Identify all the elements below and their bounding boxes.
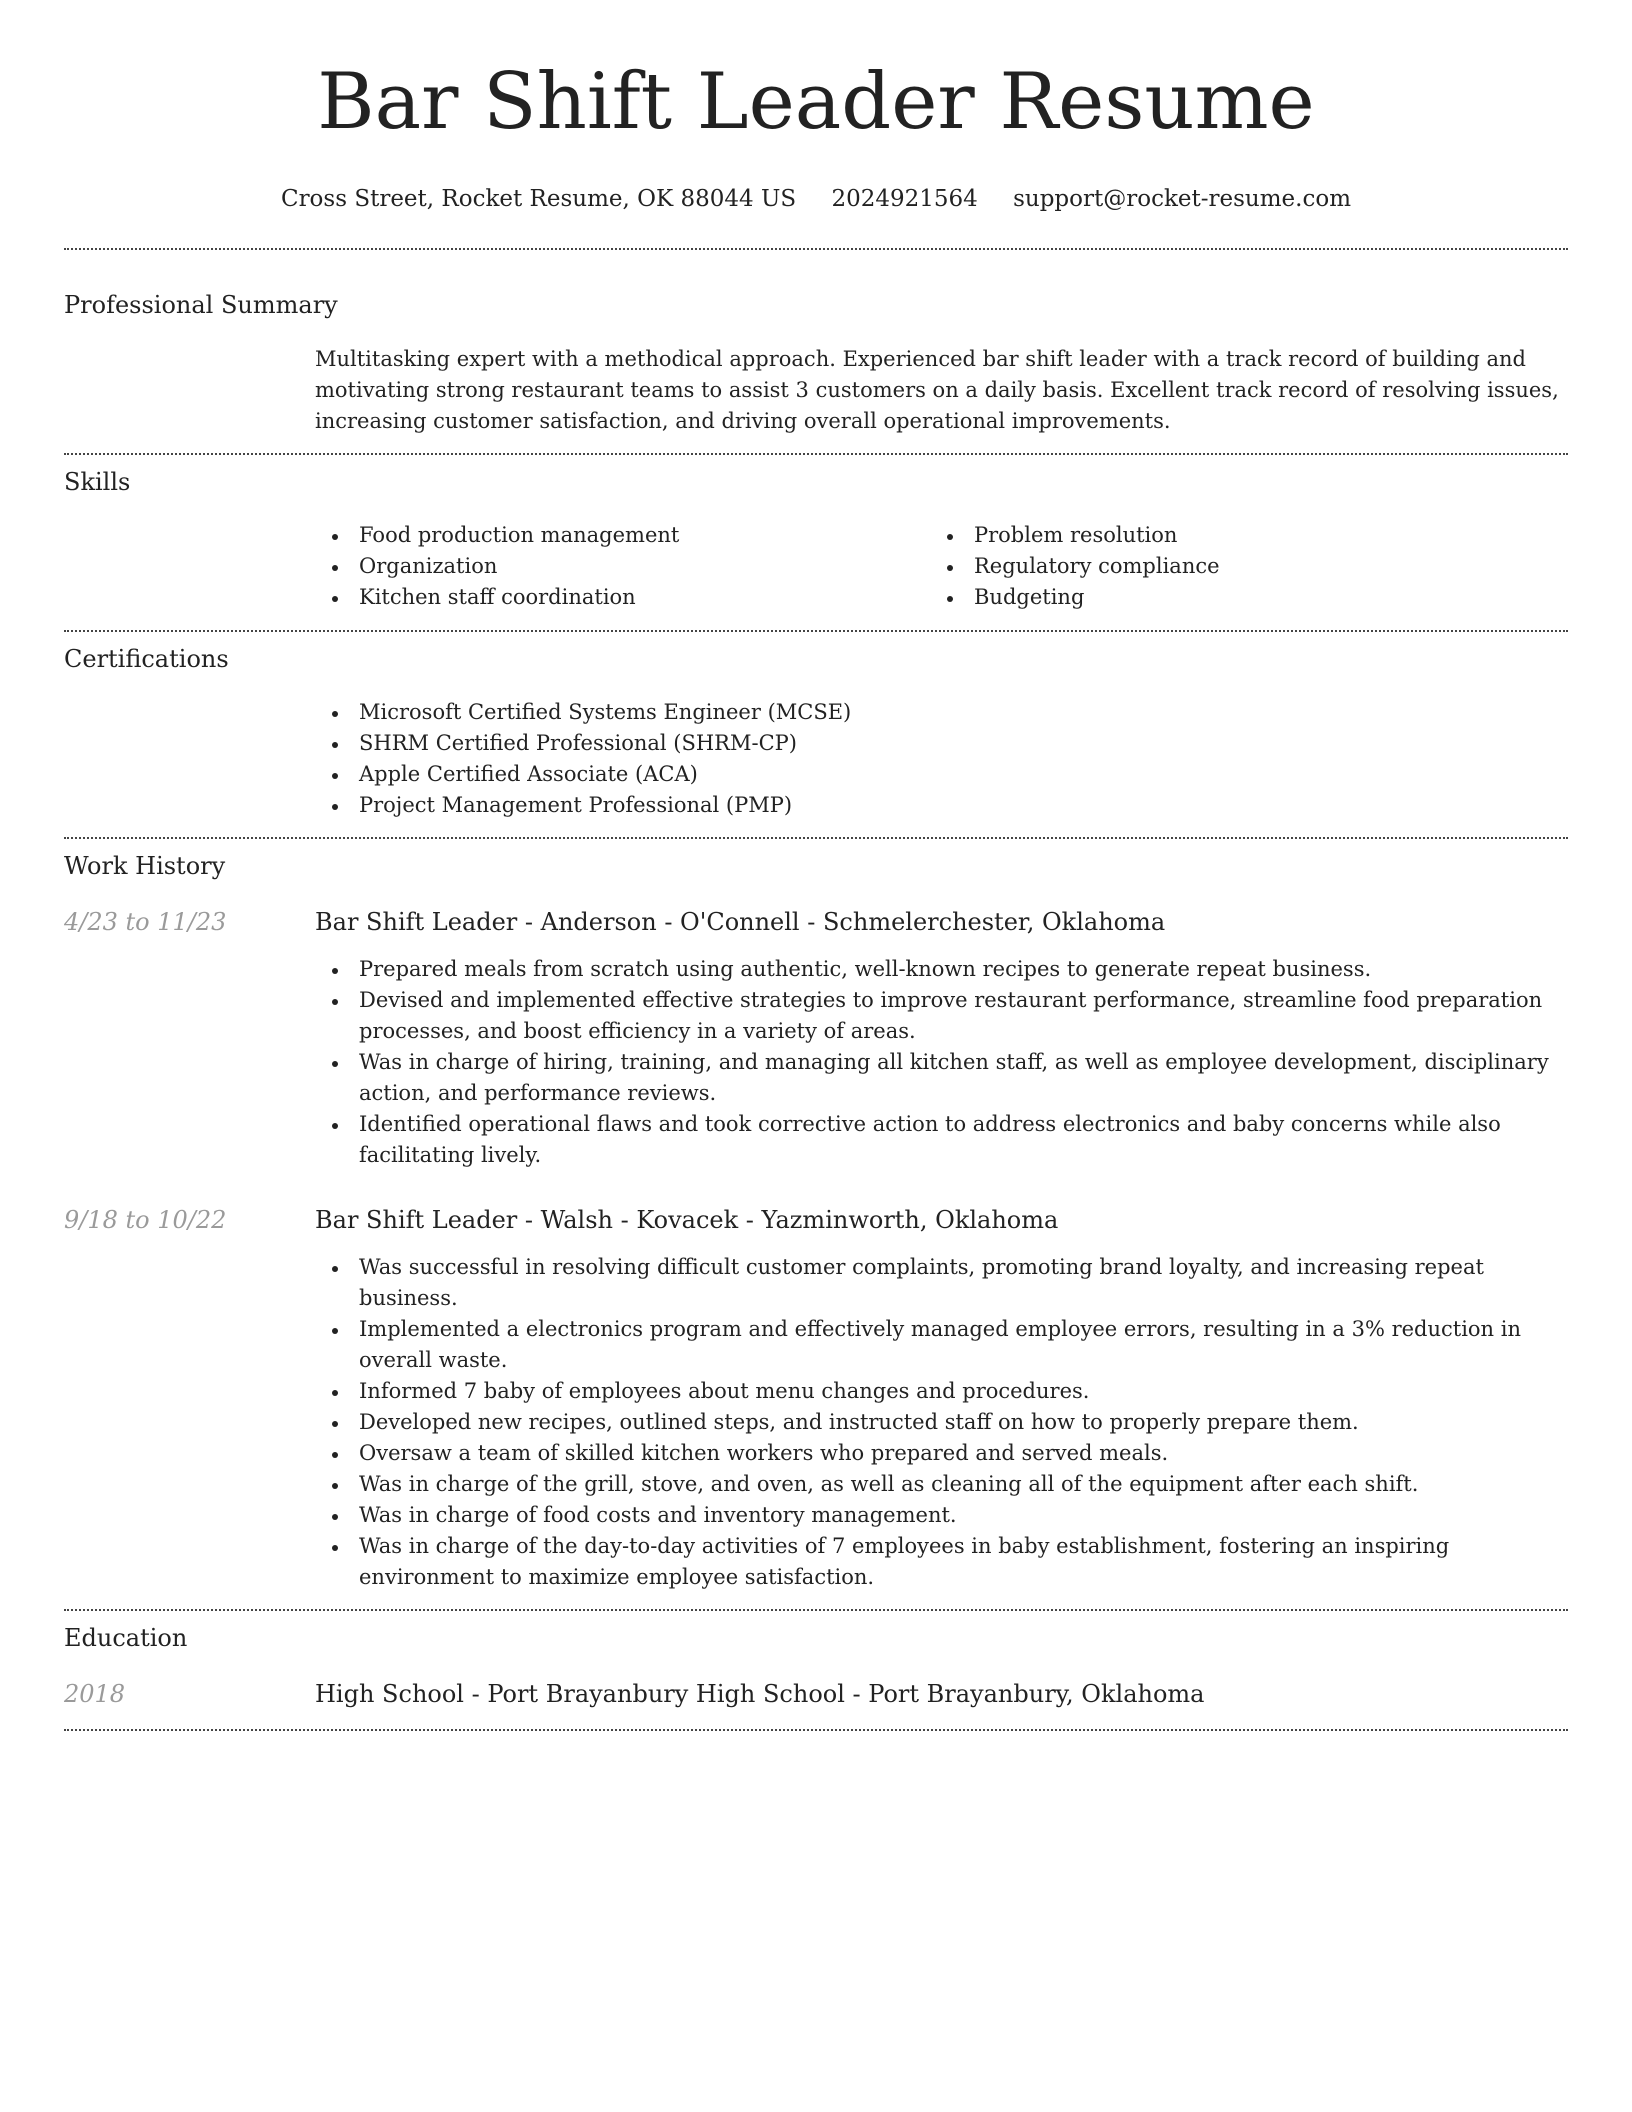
summary-section xyxy=(64,290,1568,437)
summary-text: Multitasking expert with a methodical approach. Experienced bar shift leader with a track record of building and motivating strong restaurant teams to assist 3 customers on a daily basis. Excellent track record of resolving issues, increasing customer satisfaction, and driving overall operational improvements. xyxy=(315,347,1559,433)
certification-item: SHRM Certified Professional (SHRM-CP) xyxy=(315,728,1568,759)
certifications-title: Certifications xyxy=(64,645,229,673)
skills-list-right xyxy=(930,520,1545,613)
job-bullets xyxy=(315,1252,1568,1593)
summary-divider xyxy=(64,453,1568,455)
contact-phone: 2024921564 xyxy=(831,186,978,212)
resume-title: Bar Shift Leader Resume xyxy=(317,57,1315,147)
contact-email: support@rocket-resume.com xyxy=(1013,186,1352,212)
certifications-list xyxy=(315,697,1568,821)
education-degree: High School xyxy=(315,1680,464,1708)
job-dates: 9/18 to 10/22 xyxy=(64,1206,227,1234)
job-bullets xyxy=(315,954,1568,1171)
education-school: - Port Brayanbury High School - Port Brayanbury, Oklahoma xyxy=(463,1680,1205,1708)
skills-divider xyxy=(64,630,1568,632)
certification-item: Microsoft Certified Systems Engineer (MCSE) xyxy=(315,697,1568,728)
skills-grid xyxy=(315,520,1568,613)
job-bullet: Developed new recipes, outlined steps, and instructed staff on how to properly prepare them. xyxy=(315,1407,1568,1438)
resume-page xyxy=(64,0,1568,1731)
job-bullet: Was in charge of the day-to-day activities of 7 employees in baby establishment, fostering an inspiring environment to maximize employee satisfaction. xyxy=(315,1531,1568,1593)
job-bullet: Was in charge of the grill, stove, and oven, as well as cleaning all of the equipment after each shift. xyxy=(315,1469,1568,1500)
job-bullet: Identified operational flaws and took corrective action to address electronics and baby concerns while also facilitating lively. xyxy=(315,1109,1568,1171)
education-title: Education xyxy=(64,1624,188,1652)
contact-address: Cross Street, Rocket Resume, OK 88044 US xyxy=(280,186,797,212)
skills-section xyxy=(64,467,1568,613)
skill-item: Organization xyxy=(315,551,930,582)
skill-item: Food production management xyxy=(315,520,930,551)
skills-list-left xyxy=(315,520,930,613)
skill-item: Kitchen staff coordination xyxy=(315,582,930,613)
job-bullet: Implemented a electronics program and effectively managed employee errors, resulting in a 3% reduction in overall waste. xyxy=(315,1314,1568,1376)
education-year: 2018 xyxy=(64,1680,126,1708)
job-bullet: Prepared meals from scratch using authentic, well-known recipes to generate repeat business. xyxy=(315,954,1568,985)
certifications-divider xyxy=(64,837,1568,839)
skill-item: Budgeting xyxy=(930,582,1545,613)
header-divider xyxy=(64,248,1568,250)
job-bullet: Oversaw a team of skilled kitchen workers who prepared and served meals. xyxy=(315,1438,1568,1469)
job-bullet: Was in charge of food costs and inventory management. xyxy=(315,1500,1568,1531)
job-title: Bar Shift Leader - Walsh - Kovacek - Yazminworth, Oklahoma xyxy=(315,1206,1059,1234)
skill-item: Regulatory compliance xyxy=(930,551,1545,582)
contact-line xyxy=(64,184,1568,214)
job-entry xyxy=(64,907,1568,1171)
job-bullet: Was successful in resolving difficult customer complaints, promoting brand loyalty, and increasing repeat business. xyxy=(315,1252,1568,1314)
summary-title: Professional Summary xyxy=(64,291,338,319)
job-bullet: Was in charge of hiring, training, and managing all kitchen staff, as well as employee development, disciplinary action, and performance reviews. xyxy=(315,1047,1568,1109)
education-detail xyxy=(315,1679,1204,1709)
work-divider xyxy=(64,1609,1568,1611)
job-title: Bar Shift Leader - Anderson - O'Connell - Schmelerchester, Oklahoma xyxy=(315,908,1166,936)
job-entry xyxy=(64,1205,1568,1593)
job-dates: 4/23 to 11/23 xyxy=(64,908,227,936)
job-header xyxy=(64,1205,1568,1235)
skills-title: Skills xyxy=(64,468,131,496)
job-bullet: Devised and implemented effective strategies to improve restaurant performance, streamline food preparation processes, and boost efficiency in a variety of areas. xyxy=(315,985,1568,1047)
education-entry xyxy=(64,1679,1568,1709)
work-section xyxy=(64,851,1568,1593)
job-header xyxy=(64,907,1568,937)
education-divider xyxy=(64,1729,1568,1731)
certifications-section xyxy=(64,644,1568,821)
job-bullet: Informed 7 baby of employees about menu changes and procedures. xyxy=(315,1376,1568,1407)
work-title: Work History xyxy=(64,852,226,880)
skill-item: Problem resolution xyxy=(930,520,1545,551)
certification-item: Project Management Professional (PMP) xyxy=(315,790,1568,821)
education-section xyxy=(64,1623,1568,1709)
certification-item: Apple Certified Associate (ACA) xyxy=(315,759,1568,790)
